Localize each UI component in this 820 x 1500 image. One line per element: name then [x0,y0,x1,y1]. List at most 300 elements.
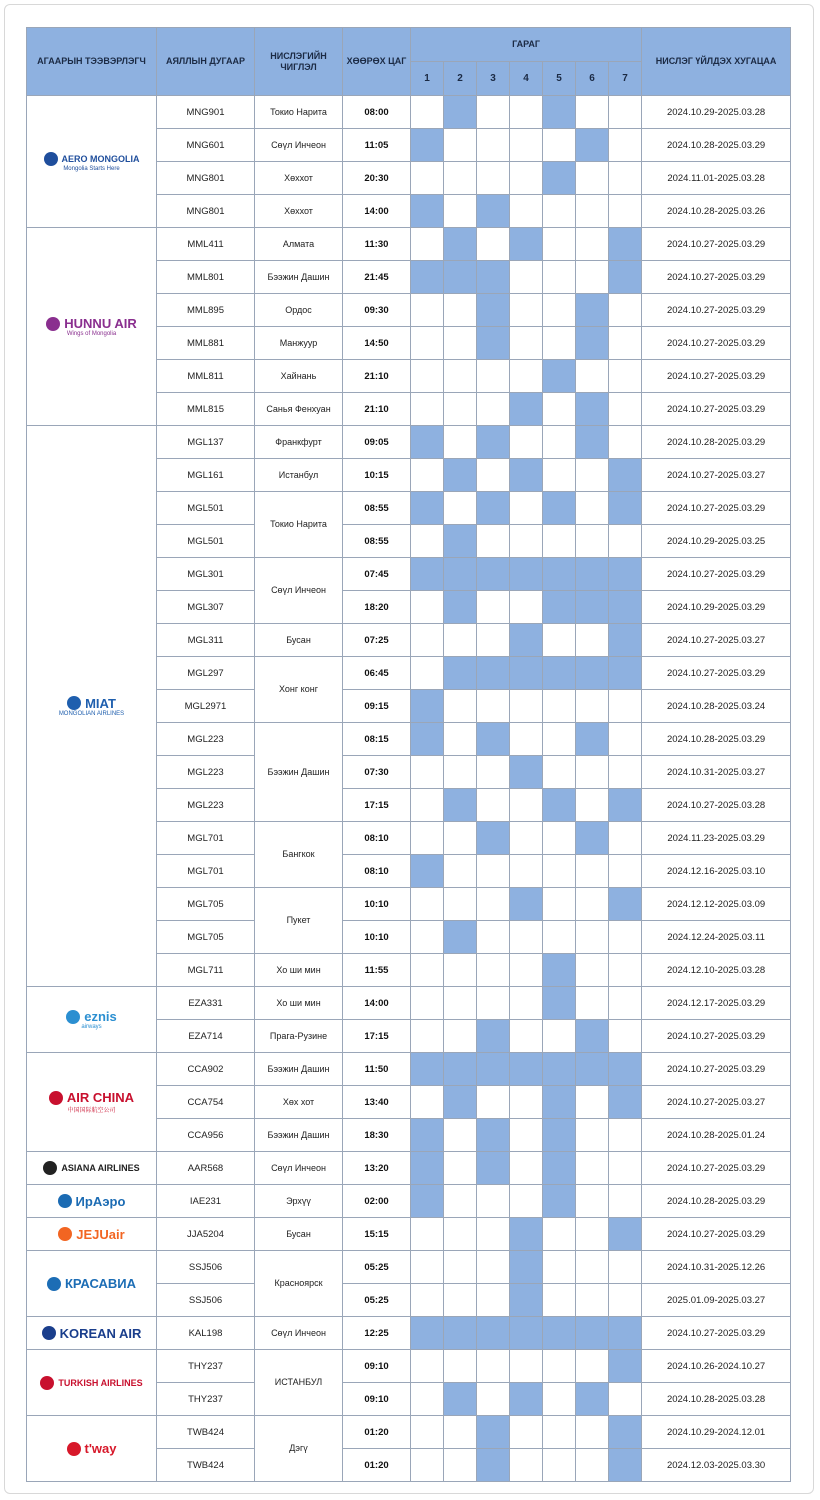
table-row [27,1317,791,1350]
route: Эрхүү [255,1185,343,1218]
operating-period: 2025.01.09-2025.03.27 [642,1284,791,1317]
flight-number: MML811 [157,360,255,393]
day-2-cell [444,1053,477,1086]
day-4-cell [510,1119,543,1152]
day-4-cell [510,525,543,558]
day-5-cell [543,1383,576,1416]
day-1-cell [411,921,444,954]
day-5-cell [543,954,576,987]
asiana-logo-icon [27,1161,156,1175]
day-3-cell [477,1053,510,1086]
table-row [27,1152,791,1185]
day-3-cell [477,1449,510,1482]
route: Бангкок [255,822,343,888]
flight-number: TWB424 [157,1449,255,1482]
day-4-cell [510,195,543,228]
flight-number: MGL161 [157,459,255,492]
day-3-cell [477,195,510,228]
day-7-cell [609,294,642,327]
day-4-cell [510,558,543,591]
day-6-cell [576,426,609,459]
day-6-cell [576,789,609,822]
day-3-cell [477,360,510,393]
flight-number: MGL705 [157,888,255,921]
departure-time: 17:15 [343,789,411,822]
day-6-cell [576,756,609,789]
day-4-cell [510,1416,543,1449]
aero-mongolia-logo-icon [27,152,156,166]
route: Хөххот [255,162,343,195]
operating-period: 2024.11.01-2025.03.28 [642,162,791,195]
krasavia-logo-icon [27,1276,156,1291]
day-7-cell [609,558,642,591]
day-5-cell [543,657,576,690]
flight-number: MGL501 [157,525,255,558]
table-row [27,1350,791,1383]
day-2-cell [444,1317,477,1350]
day-2-cell [444,96,477,129]
day-3-cell [477,129,510,162]
day-6-cell [576,96,609,129]
airline-mark-icon [66,1010,80,1024]
day-5-cell [543,1416,576,1449]
route: Хөх хот [255,1086,343,1119]
day-3-cell [477,855,510,888]
day-6-cell [576,360,609,393]
day-2-cell [444,1416,477,1449]
day-1-cell [411,1119,444,1152]
flight-number: TWB424 [157,1416,255,1449]
day-4-cell [510,492,543,525]
day-4-cell [510,1383,543,1416]
departure-time: 14:50 [343,327,411,360]
day-3-cell [477,459,510,492]
flight-number: CCA956 [157,1119,255,1152]
airline-name: ASIANA AIRLINES [61,1163,140,1173]
route: Хо ши мин [255,954,343,987]
day-1-cell [411,426,444,459]
day-5-cell [543,558,576,591]
day-3-cell [477,525,510,558]
flight-number: MNG801 [157,195,255,228]
day-1-cell [411,261,444,294]
day-3-cell [477,1119,510,1152]
airline-logo-cell [27,1251,157,1317]
day-5-cell [543,525,576,558]
day-7-cell [609,1317,642,1350]
miat-logo-icon [27,696,156,711]
day-2-cell [444,1383,477,1416]
day-4-cell [510,987,543,1020]
day-1-cell [411,624,444,657]
day-1-cell [411,1218,444,1251]
day-2-cell [444,228,477,261]
day-6-cell [576,558,609,591]
day-5-cell [543,459,576,492]
flight-number: MGL311 [157,624,255,657]
day-1-cell [411,360,444,393]
day-6-cell [576,1086,609,1119]
day-5-cell [543,492,576,525]
air-china-logo-icon [27,1090,156,1105]
header-day-5: 5 [543,62,576,96]
day-6-cell [576,855,609,888]
day-1-cell [411,1383,444,1416]
departure-time: 18:20 [343,591,411,624]
day-3-cell [477,294,510,327]
day-1-cell [411,162,444,195]
day-5-cell [543,1284,576,1317]
turkish-airlines-logo-icon [27,1376,156,1390]
airline-mark-icon [47,1277,61,1291]
departure-time: 02:00 [343,1185,411,1218]
day-4-cell [510,954,543,987]
day-5-cell [543,228,576,261]
day-1-cell [411,789,444,822]
operating-period: 2024.10.26-2024.10.27 [642,1350,791,1383]
day-6-cell [576,228,609,261]
operating-period: 2024.12.12-2025.03.09 [642,888,791,921]
day-3-cell [477,1086,510,1119]
day-3-cell [477,558,510,591]
day-7-cell [609,1020,642,1053]
day-7-cell [609,1383,642,1416]
day-6-cell [576,1218,609,1251]
airline-mark-icon [58,1194,72,1208]
day-4-cell [510,261,543,294]
departure-time: 21:45 [343,261,411,294]
airline-mark-icon [49,1091,63,1105]
airline-logo-cell [27,1218,157,1251]
departure-time: 09:05 [343,426,411,459]
flight-number: THY237 [157,1383,255,1416]
day-6-cell [576,1185,609,1218]
jeju-air-logo-icon [27,1227,156,1242]
departure-time: 11:05 [343,129,411,162]
table-row [27,1185,791,1218]
airline-mark-icon [67,696,81,710]
departure-time: 12:25 [343,1317,411,1350]
departure-time: 06:45 [343,657,411,690]
day-2-cell [444,723,477,756]
operating-period: 2024.10.29-2025.03.28 [642,96,791,129]
day-1-cell [411,96,444,129]
flight-number: MGL701 [157,822,255,855]
day-3-cell [477,261,510,294]
day-5-cell [543,261,576,294]
flight-number: MML895 [157,294,255,327]
airline-name: HUNNU AIR [64,316,137,331]
day-3-cell [477,591,510,624]
route: Хо ши мин [255,987,343,1020]
airline-logo-cell [27,1416,157,1482]
day-2-cell [444,624,477,657]
departure-time: 08:55 [343,492,411,525]
departure-time: 09:10 [343,1383,411,1416]
day-1-cell [411,657,444,690]
day-6-cell [576,921,609,954]
operating-period: 2024.10.27-2025.03.29 [642,492,791,525]
day-5-cell [543,393,576,426]
day-6-cell [576,624,609,657]
airline-name: eznis [84,1009,117,1024]
day-6-cell [576,657,609,690]
day-5-cell [543,426,576,459]
day-1-cell [411,855,444,888]
day-4-cell [510,162,543,195]
departure-time: 14:00 [343,987,411,1020]
day-4-cell [510,888,543,921]
route: Бээжин Дашин [255,1119,343,1152]
tway-logo-icon [27,1441,156,1456]
day-7-cell [609,624,642,657]
day-2-cell [444,492,477,525]
day-6-cell [576,1053,609,1086]
day-3-cell [477,1284,510,1317]
operating-period: 2024.10.31-2025.03.27 [642,756,791,789]
day-4-cell [510,1086,543,1119]
table-row [27,1416,791,1449]
flight-number: JJA5204 [157,1218,255,1251]
day-7-cell [609,129,642,162]
day-3-cell [477,1383,510,1416]
day-5-cell [543,1185,576,1218]
day-2-cell [444,426,477,459]
departure-time: 21:10 [343,393,411,426]
day-7-cell [609,1449,642,1482]
operating-period: 2024.10.27-2025.03.29 [642,1053,791,1086]
day-4-cell [510,921,543,954]
day-6-cell [576,129,609,162]
day-4-cell [510,228,543,261]
table-row [27,1218,791,1251]
airline-name: JEJUair [76,1226,125,1242]
day-2-cell [444,261,477,294]
table-row [27,1251,791,1284]
day-7-cell [609,393,642,426]
day-1-cell [411,987,444,1020]
day-7-cell [609,921,642,954]
day-4-cell [510,723,543,756]
flight-number: MNG901 [157,96,255,129]
day-4-cell [510,855,543,888]
route: Манжуур [255,327,343,360]
departure-time: 17:15 [343,1020,411,1053]
day-5-cell [543,162,576,195]
day-4-cell [510,1350,543,1383]
day-3-cell [477,1020,510,1053]
route: Токио Нарита [255,96,343,129]
operating-period: 2024.12.24-2025.03.11 [642,921,791,954]
day-4-cell [510,624,543,657]
day-7-cell [609,723,642,756]
table-row [27,228,791,261]
day-3-cell [477,393,510,426]
operating-period: 2024.10.28-2025.03.26 [642,195,791,228]
airline-mark-icon [58,1227,72,1241]
airline-logo-cell [27,1152,157,1185]
departure-time: 11:55 [343,954,411,987]
header-day-4: 4 [510,62,543,96]
operating-period: 2024.10.27-2025.03.27 [642,1086,791,1119]
day-6-cell [576,162,609,195]
day-4-cell [510,1053,543,1086]
flight-number: EZA331 [157,987,255,1020]
operating-period: 2024.10.28-2025.01.24 [642,1119,791,1152]
departure-time: 01:20 [343,1449,411,1482]
day-1-cell [411,525,444,558]
departure-time: 13:40 [343,1086,411,1119]
flight-number: SSJ506 [157,1251,255,1284]
departure-time: 07:30 [343,756,411,789]
operating-period: 2024.12.17-2025.03.29 [642,987,791,1020]
day-6-cell [576,1317,609,1350]
flight-number: AAR568 [157,1152,255,1185]
day-4-cell [510,1449,543,1482]
day-7-cell [609,162,642,195]
day-5-cell [543,195,576,228]
operating-period: 2024.10.27-2025.03.29 [642,261,791,294]
day-5-cell [543,624,576,657]
day-7-cell [609,822,642,855]
departure-time: 07:25 [343,624,411,657]
day-4-cell [510,426,543,459]
day-4-cell [510,327,543,360]
day-7-cell [609,1053,642,1086]
route: Сөүл Инчеон [255,1152,343,1185]
day-6-cell [576,327,609,360]
flight-schedule-table [26,27,791,1482]
day-5-cell [543,327,576,360]
table-row [27,987,791,1020]
day-4-cell [510,459,543,492]
day-7-cell [609,1086,642,1119]
day-7-cell [609,657,642,690]
operating-period: 2024.10.27-2025.03.29 [642,294,791,327]
day-2-cell [444,1119,477,1152]
day-4-cell [510,822,543,855]
day-5-cell [543,756,576,789]
day-5-cell [543,789,576,822]
day-4-cell [510,1152,543,1185]
day-2-cell [444,558,477,591]
day-6-cell [576,1152,609,1185]
day-7-cell [609,690,642,723]
flight-number: IAE231 [157,1185,255,1218]
airline-subtitle: Mongolia Starts Here [63,165,120,172]
operating-period: 2024.10.27-2025.03.29 [642,1218,791,1251]
route: Бээжин Дашин [255,723,343,822]
day-3-cell [477,756,510,789]
route: Сөүл Инчеон [255,129,343,162]
day-7-cell [609,360,642,393]
day-1-cell [411,459,444,492]
operating-period: 2024.10.28-2025.03.29 [642,723,791,756]
day-2-cell [444,1185,477,1218]
airline-logo-cell [27,96,157,228]
day-5-cell [543,1218,576,1251]
flight-number: MGL701 [157,855,255,888]
departure-time: 15:15 [343,1218,411,1251]
day-2-cell [444,360,477,393]
table-row [27,96,791,129]
flight-number: MGL705 [157,921,255,954]
day-6-cell [576,1020,609,1053]
day-7-cell [609,987,642,1020]
route: Хөххот [255,195,343,228]
day-2-cell [444,822,477,855]
flight-number: CCA902 [157,1053,255,1086]
flight-number: KAL198 [157,1317,255,1350]
day-6-cell [576,954,609,987]
airline-logo-cell [27,1053,157,1152]
day-5-cell [543,1251,576,1284]
operating-period: 2024.10.28-2025.03.29 [642,129,791,162]
day-1-cell [411,228,444,261]
flight-number: MML411 [157,228,255,261]
header-route: НИСЛЭГИЙН ЧИГЛЭЛ [255,28,343,96]
day-5-cell [543,1119,576,1152]
day-3-cell [477,723,510,756]
day-4-cell [510,591,543,624]
header-airline: АГААРЫН ТЭЭВЭРЛЭГЧ [27,28,157,96]
day-7-cell [609,261,642,294]
flight-number: MGL137 [157,426,255,459]
day-6-cell [576,690,609,723]
day-1-cell [411,1350,444,1383]
route: Дэгү [255,1416,343,1482]
day-2-cell [444,657,477,690]
route: Красноярск [255,1251,343,1317]
day-6-cell [576,1383,609,1416]
day-7-cell [609,1416,642,1449]
day-3-cell [477,1416,510,1449]
day-5-cell [543,1053,576,1086]
route: Франкфурт [255,426,343,459]
route: Бусан [255,624,343,657]
day-5-cell [543,129,576,162]
day-7-cell [609,492,642,525]
day-1-cell [411,1152,444,1185]
departure-time: 08:55 [343,525,411,558]
day-4-cell [510,96,543,129]
day-2-cell [444,1284,477,1317]
day-7-cell [609,459,642,492]
route: Хайнань [255,360,343,393]
airline-logo-cell [27,1185,157,1218]
airline-logo-cell [27,228,157,426]
day-7-cell [609,1218,642,1251]
day-2-cell [444,987,477,1020]
korean-air-logo-icon [27,1326,156,1341]
day-4-cell [510,1020,543,1053]
day-5-cell [543,1449,576,1482]
flight-number: MGL307 [157,591,255,624]
departure-time: 10:15 [343,459,411,492]
day-2-cell [444,525,477,558]
day-5-cell [543,360,576,393]
day-3-cell [477,1152,510,1185]
day-6-cell [576,1251,609,1284]
departure-time: 11:50 [343,1053,411,1086]
route: Сөүл Инчеон [255,1317,343,1350]
day-6-cell [576,459,609,492]
day-3-cell [477,624,510,657]
day-3-cell [477,426,510,459]
airline-subtitle: airways [81,1024,102,1030]
flight-number: MGL501 [157,492,255,525]
route: Бусан [255,1218,343,1251]
